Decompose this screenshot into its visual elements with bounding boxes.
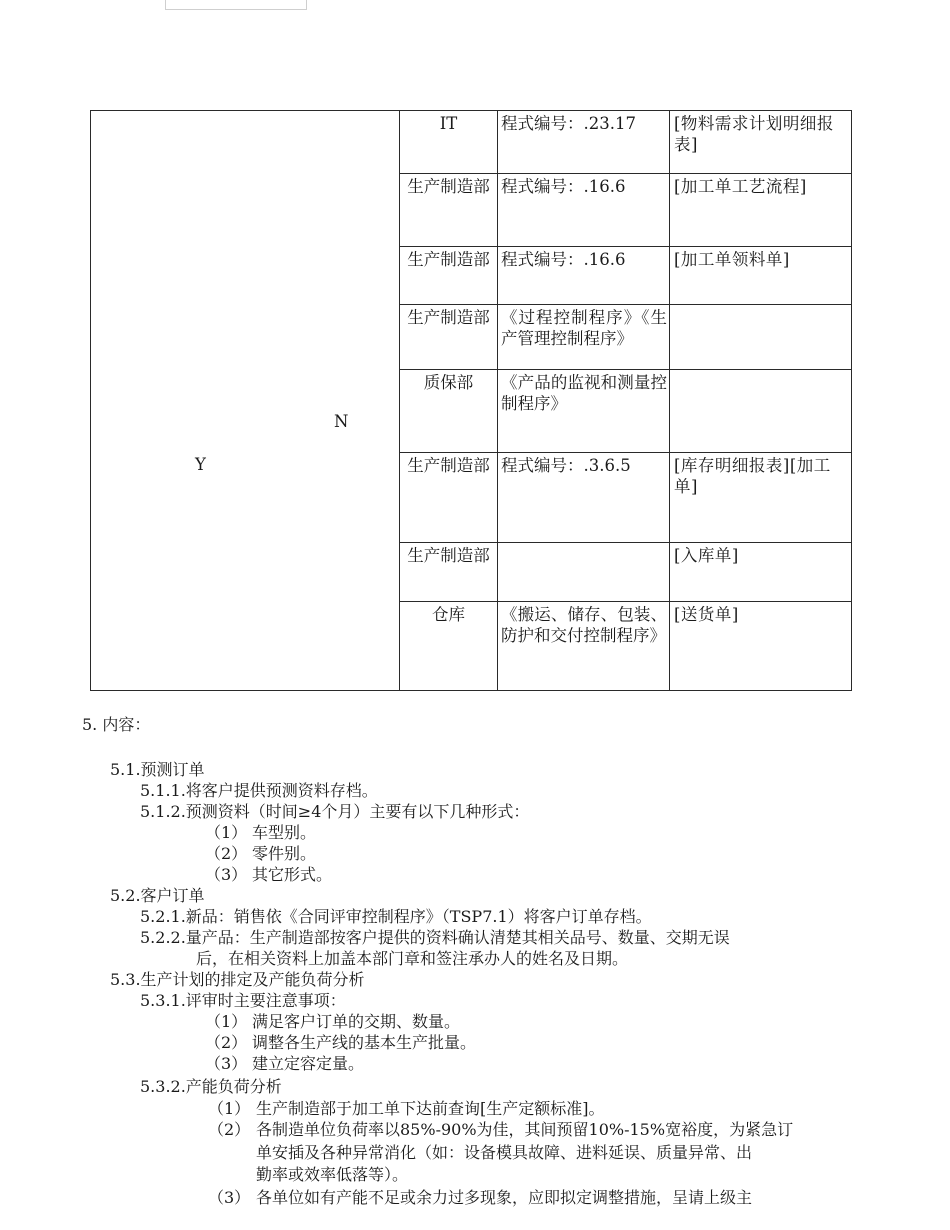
form-cell: [库存明细报表][加工单]: [670, 453, 852, 543]
form-cell: [入库单]: [670, 543, 852, 602]
program-cell: [498, 543, 670, 602]
program-cell: 程式编号：.16.6: [498, 174, 670, 247]
dept-cell: 质保部: [400, 370, 498, 453]
program-cell: 程式编号：.16.6: [498, 247, 670, 305]
list-text: 零件别。: [252, 844, 317, 863]
list-text: 生产制造部于加工单下达前查询[生产定额标准]。: [256, 1099, 605, 1118]
item-5-1-1: 5.1.1.将客户提供预测资料存档。: [140, 781, 378, 800]
form-cell: [670, 370, 852, 453]
list-text-continued: 单安插及各种异常消化（如：设备模具故障、进料延误、质量异常、出: [256, 1143, 753, 1162]
list-number: （3）: [205, 865, 248, 884]
list-item: [205, 1032, 476, 1053]
dept-cell: 生产制造部: [400, 305, 498, 370]
list-number: （1）: [205, 823, 248, 842]
section-heading: 5. 内容：: [82, 715, 151, 734]
list-item: [205, 843, 316, 864]
list-number: （1）: [205, 1012, 248, 1031]
list-item: [205, 1011, 460, 1032]
item-5-1-2: 5.1.2.预测资料（时间≥4个月）主要有以下几种形式：: [140, 802, 530, 821]
list-item: [205, 1053, 364, 1074]
form-cell: [加工单工艺流程]: [670, 174, 852, 247]
list-text: 各制造单位负荷率以85%-90%为佳，其间预留10%-15%宽裕度，为紧急订: [256, 1120, 794, 1139]
item-5-2-2: 5.2.2.量产品：生产制造部按客户提供的资料确认清楚其相关品号、数量、交期无误: [140, 928, 730, 947]
list-number: （3）: [205, 1054, 248, 1073]
flow-label-no: N: [334, 412, 349, 431]
program-cell: 《搬运、储存、包装、防护和交付控制程序》: [498, 602, 670, 691]
form-cell: [送货单]: [670, 602, 852, 691]
item-5-2-1: 5.2.1.新品：销售依《合同评审控制程序》（TSP7.1）将客户订单存档。: [140, 907, 652, 926]
header-box: [165, 0, 307, 10]
list-number: （2）: [205, 844, 248, 863]
flow-label-yes: Y: [195, 455, 206, 474]
program-cell: 程式编号：.3.6.5: [498, 453, 670, 543]
list-number: （3）: [208, 1188, 251, 1207]
item-5-2-2-continued: 后，在相关资料上加盖本部门章和签注承办人的姓名及日期。: [196, 949, 629, 968]
dept-cell: 生产制造部: [400, 174, 498, 247]
item-5-3-2: 5.3.2.产能负荷分析: [140, 1077, 282, 1096]
form-cell: [加工单领料单]: [670, 247, 852, 305]
flowchart-cell: [91, 111, 400, 691]
program-cell: 《产品的监视和测量控制程序》: [498, 370, 670, 453]
list-number: （2）: [205, 1033, 248, 1052]
subsection-5-1: 5.1.预测订单: [110, 760, 205, 779]
dept-cell: 生产制造部: [400, 247, 498, 305]
dept-cell: 生产制造部: [400, 453, 498, 543]
list-text: 满足客户订单的交期、数量。: [252, 1012, 461, 1031]
list-item: [205, 864, 332, 885]
list-text: 调整各生产线的基本生产批量。: [252, 1033, 477, 1052]
list-text: 车型别。: [252, 823, 317, 842]
form-cell: [物料需求计划明细报表]: [670, 111, 852, 174]
list-number: （2）: [208, 1120, 251, 1139]
form-cell: [670, 305, 852, 370]
subsection-5-2: 5.2.客户订单: [110, 886, 205, 905]
dept-cell: 仓库: [400, 602, 498, 691]
subsection-5-3: 5.3.生产计划的排定及产能负荷分析: [110, 970, 365, 989]
list-number: （1）: [208, 1099, 251, 1118]
dept-cell: IT: [400, 111, 498, 174]
list-text: 其它形式。: [252, 865, 333, 884]
list-text: 各单位如有产能不足或余力过多现象，应即拟定调整措施，呈请上级主: [256, 1188, 753, 1207]
program-cell: 程式编号：.23.17: [498, 111, 670, 174]
list-text-continued: 勤率或效率低落等）。: [256, 1165, 409, 1184]
list-item: [205, 822, 316, 843]
program-cell: 《过程控制程序》《生产管理控制程序》: [498, 305, 670, 370]
process-table: [90, 110, 852, 691]
item-5-3-1: 5.3.1.评审时主要注意事项：: [140, 991, 346, 1010]
list-text: 建立定容定量。: [252, 1054, 365, 1073]
dept-cell: 生产制造部: [400, 543, 498, 602]
